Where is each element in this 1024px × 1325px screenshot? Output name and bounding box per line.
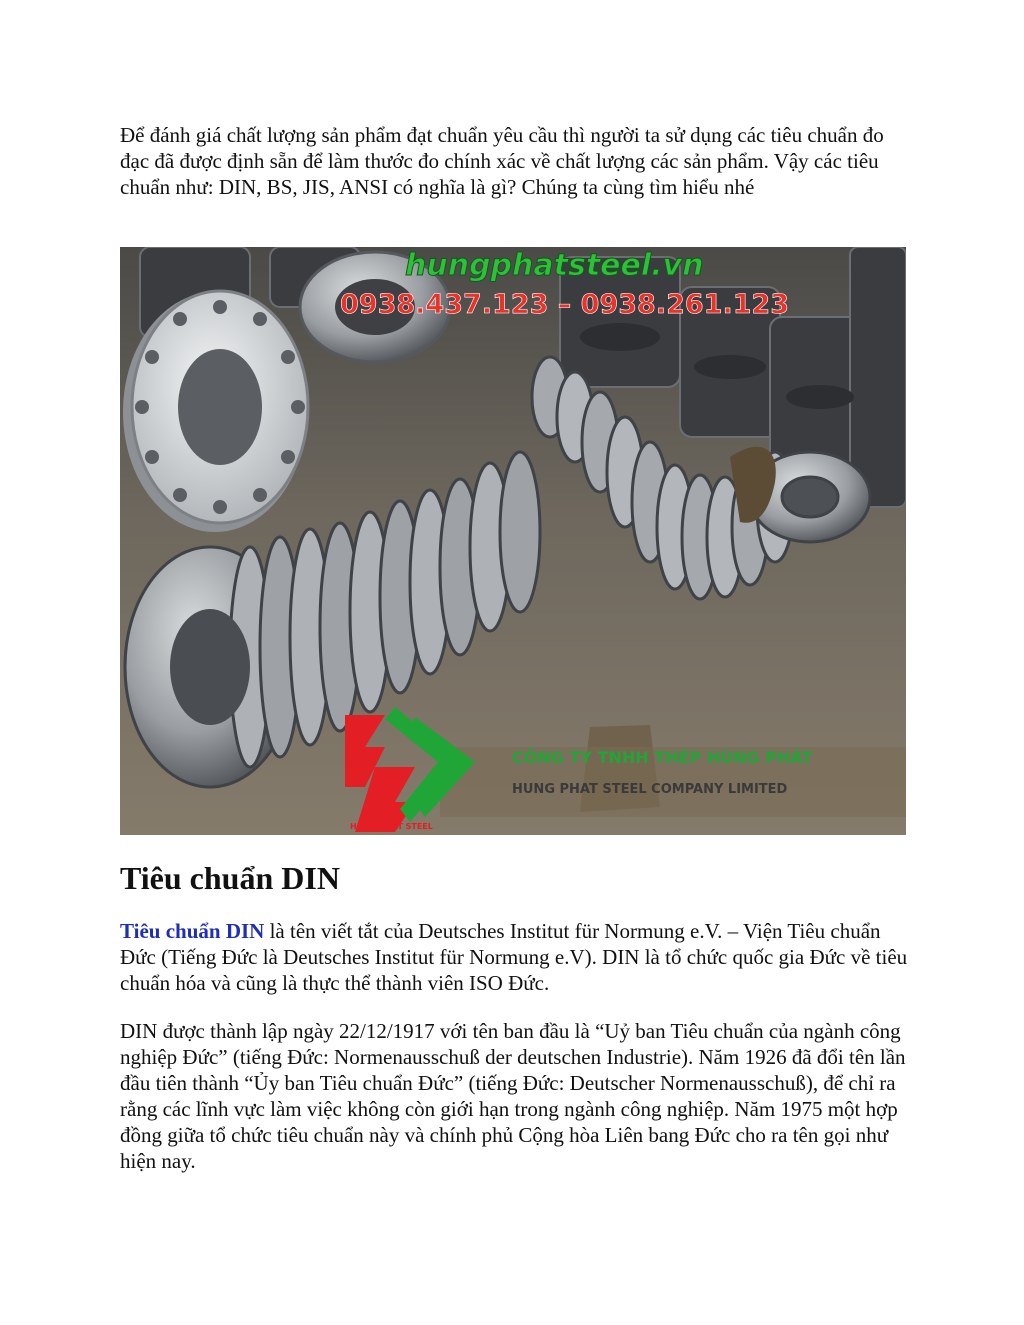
- section-heading: Tiêu chuẩn DIN: [120, 860, 340, 896]
- din-paragraph-1-text: là tên viết tắt của Deutsches Institut für Normung e.V. – Viện Tiêu chuẩn Đức (Tiếng Đức là Deutsches Institut für Normung e.V). DIN là tổ chức quốc gia Đức về tiêu chuẩn hóa và cũng là thực thể thành viên ISO Đức.: [120, 919, 908, 995]
- phones-watermark: 0938.437.123 – 0938.261.123: [340, 289, 790, 320]
- din-standard-link[interactable]: Tiêu chuẩn DIN: [120, 919, 265, 943]
- company-name-en: HUNG PHAT STEEL COMPANY LIMITED: [512, 782, 788, 797]
- flanges-photo: [120, 247, 906, 835]
- logo-caption: HUNG PHAT STEEL: [350, 822, 433, 831]
- intro-paragraph: Để đánh giá chất lượng sản phẩm đạt chuẩn yêu cầu thì người ta sử dụng các tiêu chuẩn đo đạc đã được định sẵn để làm thước đo chính xác về chất lượng các sản phẩm. Vậy các tiêu chuẩn như: DIN, BS, JIS, ANSI có nghĩa là gì? Chúng ta cùng tìm hiểu nhé: [120, 123, 884, 199]
- company-name-vn: CÔNG TY TNHH THÉP HÙNG PHÁT: [512, 748, 813, 767]
- website-watermark: hungphatsteel.vn: [405, 248, 704, 283]
- din-paragraph-1: [120, 918, 910, 996]
- din-paragraph-2: DIN được thành lập ngày 22/12/1917 với tên ban đầu là “Uỷ ban Tiêu chuẩn của ngành công nghiệp Đức” (tiếng Đức: Normenausschuß der deutschen Industrie). Năm 1926 đã đổi tên lần đầu tiên thành “Ủy ban Tiêu chuẩn Đức” (tiếng Đức: Deutscher Normenausschuß), để chỉ ra rằng các lĩnh vực làm việc không còn giới hạn trong ngành công nghiệp. Năm 1975 một hợp đồng giữa tổ chức tiêu chuẩn này và chính phủ Cộng hòa Liên bang Đức cho ra tên gọi như hiện nay.: [120, 1019, 906, 1173]
